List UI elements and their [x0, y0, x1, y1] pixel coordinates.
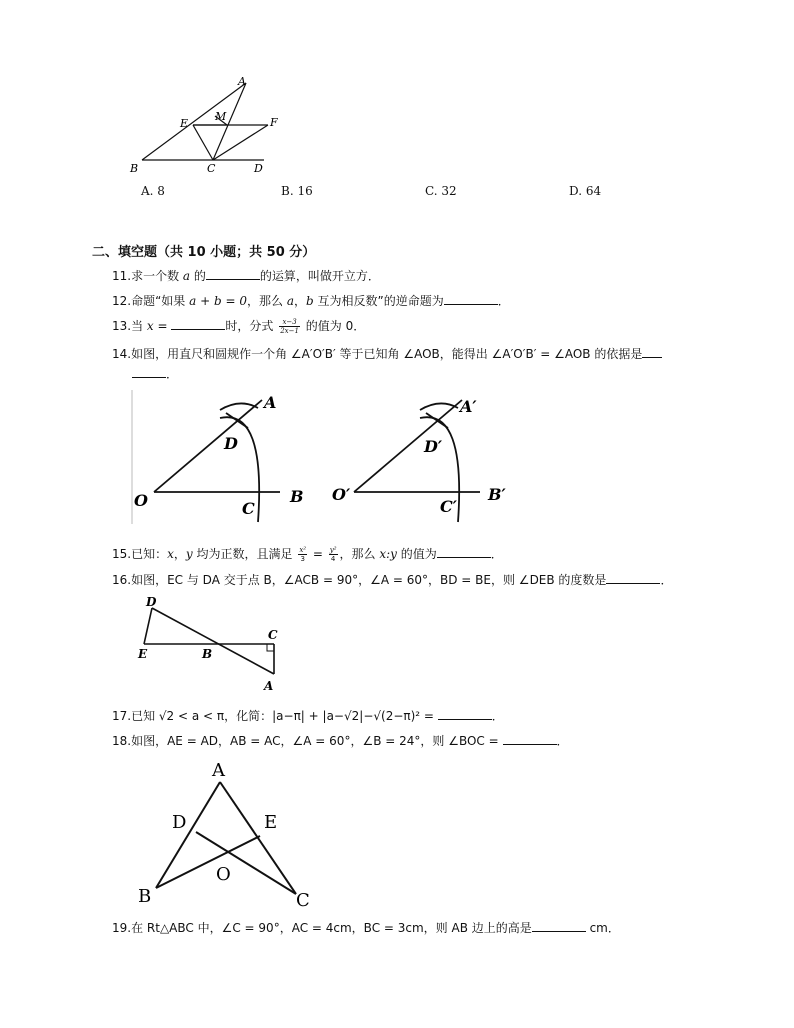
- choice-c[interactable]: C. 32: [425, 184, 457, 198]
- label-b: B: [290, 487, 304, 506]
- label-d: D: [172, 812, 187, 833]
- answer-blank[interactable]: [444, 293, 498, 305]
- fraction-x: $\frac{\text{x²}}{3}$: [299, 546, 307, 563]
- label-a: A: [238, 75, 246, 88]
- label-b: B: [202, 647, 213, 661]
- label-a: A: [264, 393, 277, 412]
- label-c: C: [296, 890, 310, 911]
- answer-blank[interactable]: [503, 733, 557, 745]
- question-15: 15.已知：x，y 均为正数，且满足 $\frac{\text{x²}}{3}$ = $\frac{\text{y²}}{4}$ ，那么 x:y 的值为 ．: [112, 546, 503, 563]
- question-13: 13.当 x = 时，分式 $\frac{x-3}{2x-1}$ 的值为 0．: [112, 318, 366, 335]
- label-m: M: [215, 110, 227, 123]
- label-c: C: [242, 499, 255, 518]
- figure-triangle-parallel: [120, 70, 290, 180]
- fraction-y: $\frac{\text{y²}}{4}$: [329, 546, 337, 563]
- answer-choices: [137, 184, 737, 200]
- question-14-line2: ．: [132, 366, 178, 382]
- label-c: C: [268, 628, 278, 642]
- label-d: D: [254, 162, 263, 175]
- answer-blank[interactable]: [437, 546, 491, 558]
- question-18: 18.如图，AE = AD，AB = AC，∠A = 60°，∠B = 24°，则 ∠BOC = ．: [112, 734, 569, 748]
- fraction: $\frac{x-3}{2x-1}$: [280, 318, 299, 335]
- label-e: E: [138, 647, 148, 661]
- question-12: 12.命题“如果 a + b = 0，那么 a，b 互为相反数”的逆命题为 ．: [112, 294, 510, 308]
- label-e: E: [264, 812, 278, 833]
- answer-blank[interactable]: [642, 346, 662, 358]
- label-a: A: [264, 679, 274, 693]
- label-o: O: [216, 864, 231, 885]
- label-c-prime: C′: [440, 497, 457, 516]
- choice-d[interactable]: D. 64: [569, 184, 602, 198]
- label-d-prime: D′: [424, 437, 443, 456]
- question-17: 17.已知 √2 < a < π，化简：|a−π| + |a−√2|−√(2−π)² = ．: [112, 709, 504, 723]
- figure-isosceles-crossing: [130, 756, 330, 912]
- q-number: 11.: [112, 269, 132, 283]
- label-e: E: [180, 117, 189, 130]
- question-19: 19.在 Rt△ABC 中，∠C = 90°，AC = 4cm，BC = 3cm，则 AB 边上的高是 cm．: [112, 921, 620, 935]
- label-o-prime: O′: [332, 485, 351, 504]
- label-d: D: [146, 595, 157, 609]
- label-c: C: [207, 162, 216, 175]
- choice-a[interactable]: A. 8: [141, 184, 165, 198]
- answer-blank[interactable]: [171, 318, 225, 330]
- figure-angle-construction: [128, 388, 528, 528]
- answer-blank[interactable]: [606, 572, 660, 584]
- label-b: B: [130, 162, 139, 175]
- label-f: F: [270, 116, 278, 129]
- question-14: 14.如图，用直尺和圆规作一个角 ∠A′O′B′ 等于已知角 ∠AOB，能得出 ∠A′O′B′ = ∠AOB 的依据是: [112, 346, 662, 362]
- label-o: O: [134, 491, 148, 510]
- label-a: A: [212, 760, 225, 781]
- question-11: 11.求一个数 a 的 的运算，叫做开立方．: [112, 269, 380, 283]
- answer-blank[interactable]: [532, 920, 586, 932]
- label-a-prime: A′: [460, 397, 477, 416]
- figure-crossing-triangles: [134, 594, 284, 694]
- label-b-prime: B′: [488, 485, 506, 504]
- section-title: 二、填空题（共 10 小题；共 50 分）: [92, 245, 316, 260]
- question-16: 16.如图，EC 与 DA 交于点 B，∠ACB = 90°，∠A = 60°，BD = BE，则 ∠DEB 的度数是 ．: [112, 573, 673, 587]
- answer-blank[interactable]: [206, 268, 260, 280]
- answer-blank[interactable]: [438, 708, 492, 720]
- label-d: D: [224, 434, 238, 453]
- choice-b[interactable]: B. 16: [281, 184, 313, 198]
- answer-blank-cont[interactable]: [132, 366, 166, 378]
- label-b: B: [138, 886, 152, 907]
